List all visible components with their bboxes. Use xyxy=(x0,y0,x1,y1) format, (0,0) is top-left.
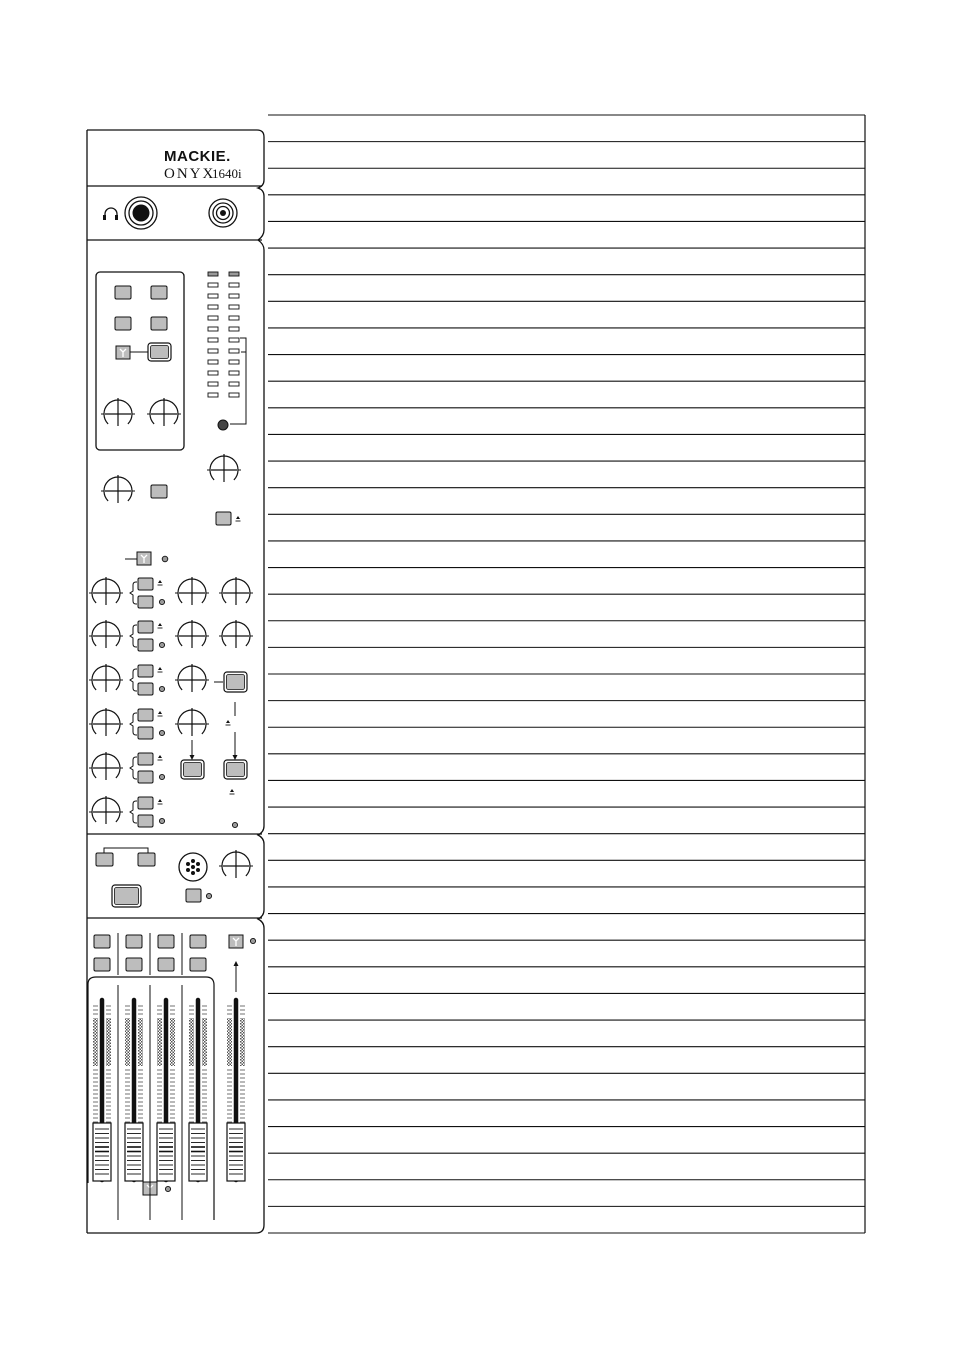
aux-send-knob[interactable] xyxy=(89,620,123,648)
meter-bracket xyxy=(240,338,246,352)
group-assign-button[interactable] xyxy=(190,935,206,948)
meter-led-left xyxy=(208,360,218,364)
monitor-level-knob[interactable] xyxy=(101,398,135,426)
group-assign-button[interactable] xyxy=(158,958,174,971)
aux-mute-button[interactable] xyxy=(138,815,153,827)
phones-jack[interactable] xyxy=(125,197,157,229)
meter-led-right xyxy=(229,349,239,353)
meter-led-left xyxy=(208,393,218,397)
talkback-level-knob[interactable] xyxy=(101,475,135,503)
meter-led-right xyxy=(229,382,239,386)
aux-pre-button[interactable] xyxy=(138,709,153,721)
aux-mute-button[interactable] xyxy=(138,727,153,739)
aux-send-knob[interactable] xyxy=(89,752,123,780)
aux-led xyxy=(159,818,164,823)
meter-led-right xyxy=(229,338,239,342)
talkback-route-button[interactable] xyxy=(138,853,155,866)
group-fader[interactable] xyxy=(125,1000,143,1181)
talkback-button[interactable] xyxy=(151,485,167,498)
group-fader[interactable] xyxy=(157,1000,175,1181)
meter-led-right xyxy=(229,327,239,331)
model-prefix: ONYX xyxy=(164,166,216,182)
press-indicator-icon xyxy=(158,623,163,628)
meter-led-right xyxy=(229,360,239,364)
source-assign-button[interactable] xyxy=(148,343,171,361)
aux-led xyxy=(159,686,164,691)
monitor-level-knob[interactable] xyxy=(147,398,181,426)
aux-led xyxy=(159,730,164,735)
meter-led-right xyxy=(229,305,239,309)
aux-master-knob[interactable] xyxy=(219,577,253,605)
meter-led-left xyxy=(208,294,218,298)
meter-led-right xyxy=(229,272,239,276)
meter-led-left xyxy=(208,371,218,375)
split-y-icon[interactable] xyxy=(229,935,243,948)
level-meters xyxy=(208,272,246,430)
split-led xyxy=(162,556,168,562)
aux-return-button[interactable] xyxy=(224,760,247,779)
source-button[interactable] xyxy=(115,286,131,299)
meter-led-right xyxy=(229,371,239,375)
meter-led-right xyxy=(229,294,239,298)
aux-mute-button[interactable] xyxy=(138,639,153,651)
talkback-mic-connector[interactable] xyxy=(179,853,207,881)
press-indicator-icon xyxy=(226,720,231,725)
aux-master-knob[interactable] xyxy=(219,620,253,648)
press-indicator-icon xyxy=(158,711,163,716)
aux-led xyxy=(159,774,164,779)
group-assign-button[interactable] xyxy=(126,958,142,971)
aux-master-knob[interactable] xyxy=(175,577,209,605)
meter-led-left xyxy=(208,316,218,320)
split-y-icon[interactable] xyxy=(116,346,130,359)
aux-pre-button[interactable] xyxy=(138,797,153,809)
group-fader[interactable] xyxy=(189,1000,207,1181)
brand-block xyxy=(164,148,242,182)
phones-level-knob[interactable] xyxy=(207,454,241,482)
fader-cap[interactable] xyxy=(157,1123,175,1181)
aux-pre-button[interactable] xyxy=(138,665,153,677)
group-bracket xyxy=(130,625,137,647)
aux-pre-button[interactable] xyxy=(138,621,153,633)
aux-master-knob[interactable] xyxy=(175,620,209,648)
group-assign-button[interactable] xyxy=(126,935,142,948)
aux-mute-button[interactable] xyxy=(138,771,153,783)
meter-led-right xyxy=(229,316,239,320)
aux-mute-button[interactable] xyxy=(138,596,153,608)
talkback-main-button[interactable] xyxy=(112,885,141,907)
aux-led xyxy=(159,599,164,604)
aux-return-button[interactable] xyxy=(181,760,204,779)
aux-pre-button[interactable] xyxy=(138,753,153,765)
source-select-box xyxy=(96,272,184,450)
headphone-row xyxy=(103,197,237,229)
group-assign-button[interactable] xyxy=(94,935,110,948)
talkback-route-button[interactable] xyxy=(96,853,113,866)
group-assign-button[interactable] xyxy=(94,958,110,971)
model-number: 1640i xyxy=(212,166,242,181)
meter-led-right xyxy=(229,283,239,287)
fader-cap[interactable] xyxy=(227,1123,245,1181)
press-indicator-icon xyxy=(158,580,163,585)
meter-led-left xyxy=(208,272,218,276)
aux-assign-button[interactable] xyxy=(224,672,247,692)
group-bracket xyxy=(130,801,137,823)
aux-master-knob[interactable] xyxy=(175,664,209,692)
press-indicator-icon xyxy=(236,516,241,521)
meter-led-left xyxy=(208,338,218,342)
aux-master-knob[interactable] xyxy=(175,708,209,736)
talkback-led xyxy=(206,893,211,898)
aux-send-knob[interactable] xyxy=(89,708,123,736)
aux-send-knob[interactable] xyxy=(89,796,123,824)
aux-send-knob[interactable] xyxy=(89,664,123,692)
fader-cap[interactable] xyxy=(125,1123,143,1181)
talkback-on-button[interactable] xyxy=(186,889,201,902)
mono-button[interactable] xyxy=(216,512,231,525)
group-fader[interactable] xyxy=(93,1000,111,1181)
meter-led-left xyxy=(208,283,218,287)
group-led xyxy=(165,1186,170,1191)
press-indicator-icon xyxy=(158,799,163,804)
group-assign-button[interactable] xyxy=(158,935,174,948)
group-bracket xyxy=(130,582,137,604)
press-indicator-icon xyxy=(158,755,163,760)
aux-led xyxy=(159,642,164,647)
group-bracket xyxy=(130,713,137,735)
group-bracket xyxy=(130,669,137,691)
notes-table xyxy=(268,115,865,1233)
aux-return-led xyxy=(232,822,237,827)
press-indicator-icon xyxy=(230,789,235,794)
group-bracket xyxy=(130,757,137,779)
main-split-led xyxy=(250,938,255,943)
split-y-icon[interactable] xyxy=(137,552,151,565)
meter-led-left xyxy=(208,349,218,353)
brand-logo: MACKIE. xyxy=(164,148,231,165)
source-button[interactable] xyxy=(151,286,167,299)
fader-cap[interactable] xyxy=(189,1123,207,1181)
faders-layer xyxy=(88,933,245,1220)
aux-pre-button[interactable] xyxy=(138,578,153,590)
main-fader[interactable] xyxy=(227,1000,245,1181)
source-button[interactable] xyxy=(115,317,131,330)
aux-mute-button[interactable] xyxy=(138,683,153,695)
press-indicator-icon xyxy=(158,667,163,672)
talkback-gain-knob[interactable] xyxy=(219,850,253,878)
fader-cap[interactable] xyxy=(93,1123,111,1181)
source-button[interactable] xyxy=(151,317,167,330)
meter-led-left xyxy=(208,305,218,309)
meter-led-right xyxy=(229,393,239,397)
meter-led-left xyxy=(208,327,218,331)
talkback-mic-jack[interactable] xyxy=(209,199,237,227)
meter-select-knob[interactable] xyxy=(218,420,228,430)
aux-send-knob[interactable] xyxy=(89,577,123,605)
group-assign-button[interactable] xyxy=(190,958,206,971)
meter-led-left xyxy=(208,382,218,386)
